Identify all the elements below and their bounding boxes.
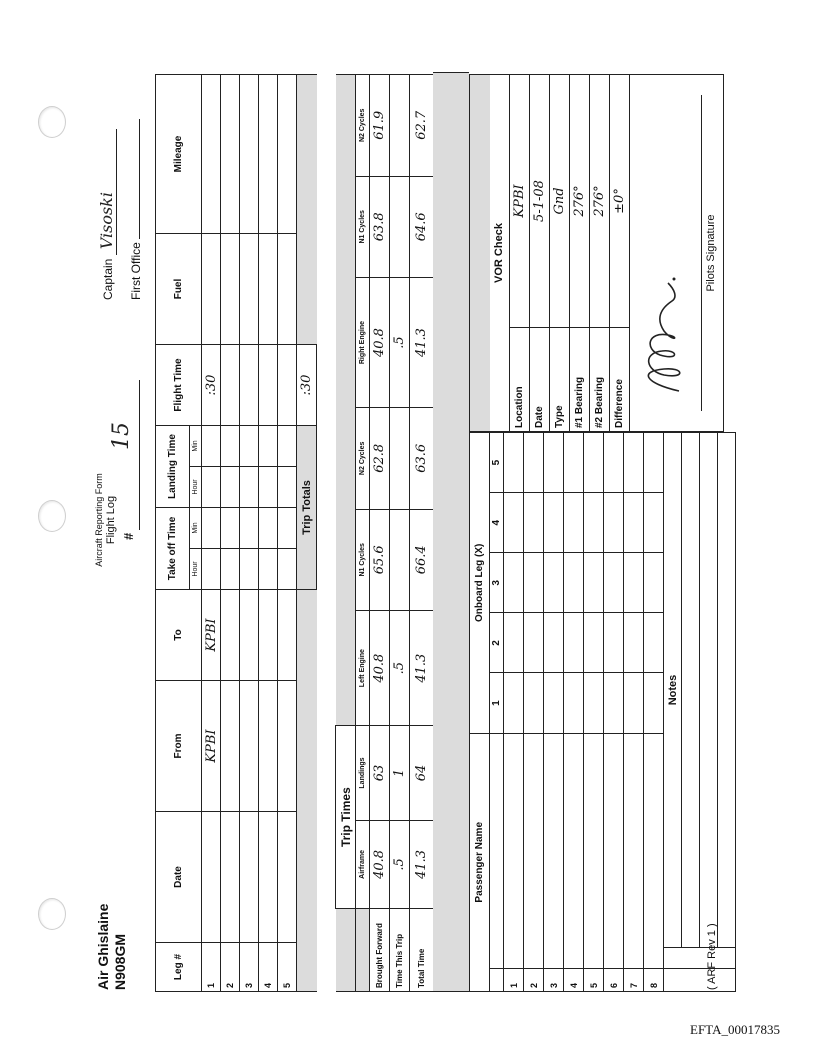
fuel-cell[interactable] [240,234,259,345]
punch-hole-top [38,106,66,138]
passenger-row[interactable] [524,433,544,992]
from-header: From [156,681,202,812]
passenger-number: 8 [644,969,664,992]
passenger-row[interactable] [564,433,584,992]
to-cell[interactable] [221,590,240,681]
takeoff-min-header: Min [190,508,202,549]
vor-check-title: VOR Check [490,75,510,432]
captain-value: Visoski [97,129,117,255]
fuel-header: Fuel [156,234,202,345]
form-number-label: # [121,532,136,540]
airframe-cell[interactable]: .5 [390,820,410,908]
pilots-signature-label: Pilots Signature [701,95,717,411]
takeoff-hour-cell[interactable] [202,549,221,590]
flight-time-cell[interactable] [240,345,259,426]
trip-times-table [335,74,434,992]
passenger-row[interactable] [604,433,624,992]
landings-cell[interactable]: 63 [370,726,390,821]
leg-number: 1 [202,943,221,992]
right-engine-cell[interactable]: 41.3 [410,278,434,408]
landing-hour-cell[interactable] [221,467,240,508]
passenger-name-header: Passenger Name [470,733,490,991]
right-n1-cell[interactable]: 64.6 [410,176,434,277]
passenger-row[interactable] [644,433,664,992]
flight-time-cell[interactable]: :30 [202,345,221,426]
vor-check-table [469,74,724,432]
airline-block [95,904,129,990]
landing-hour-cell[interactable] [202,467,221,508]
bates-number: EFTA_00017835 [690,1022,780,1037]
from-cell[interactable]: KPBI [202,681,221,812]
landing-min-cell[interactable] [278,426,297,467]
tail-number: N908GM [112,933,128,990]
landing-hour-cell[interactable] [278,467,297,508]
revision-label: ( ARF Rev 1 ) [706,923,718,990]
date-cell[interactable] [221,812,240,943]
mileage-cell[interactable] [278,75,297,234]
passenger-row[interactable] [624,433,644,992]
flight-time-cell[interactable] [278,345,297,426]
date-header: Date [156,812,202,943]
log-row-5[interactable] [278,75,297,992]
left-n2-cell[interactable] [390,408,410,509]
left-engine-cell[interactable]: 40.8 [370,611,390,726]
onboard-leg-4: 4 [490,493,504,553]
vor-row-type[interactable] [550,75,570,432]
log-row-1[interactable] [202,75,221,992]
left-n2-cell[interactable]: 63.6 [410,408,434,509]
landing-min-cell[interactable] [221,426,240,467]
trip-totals-label: Trip Totals [297,426,317,590]
vor-value[interactable]: KPBI [510,75,530,328]
punch-hole-bottom [38,898,66,930]
time-this-trip-row[interactable] [390,75,410,992]
right-n2-cell[interactable] [390,75,410,177]
onboard-leg-1: 1 [490,673,504,733]
flight-time-header: Flight Time [156,345,202,426]
notes-line[interactable] [718,433,736,948]
right-engine-cell[interactable]: 40.8 [370,278,390,408]
first-officer-line [125,119,140,239]
landings-cell[interactable]: 64 [410,726,434,821]
takeoff-min-cell[interactable] [221,508,240,549]
date-cell[interactable] [240,812,259,943]
passenger-row[interactable] [584,433,604,992]
leg-number: 3 [240,943,259,992]
notes-line[interactable] [682,433,700,948]
right-n1-cell[interactable]: 63.8 [370,176,390,277]
passenger-name-cell[interactable] [504,733,524,969]
vor-row-bearing-1[interactable] [570,75,590,432]
date-cell[interactable] [202,812,221,943]
form-subtitle: Flight Log [105,495,117,545]
passenger-number: 1 [504,969,524,992]
leg-numbers-row [490,433,504,992]
passenger-table [469,432,664,992]
from-cell[interactable] [259,681,278,812]
from-cell[interactable] [278,681,297,812]
trip-times-header-row [356,75,370,992]
pilot-signature-icon [634,271,694,401]
date-cell[interactable] [278,812,297,943]
passenger-name-cell[interactable] [564,733,584,969]
passenger-number: 6 [604,969,624,992]
passenger-row[interactable] [544,433,564,992]
airline-name: Air Ghislaine [95,903,111,990]
passenger-row[interactable] [504,433,524,992]
row-label: Brought Forward [370,909,390,992]
log-header-row [156,75,190,992]
separator-band [433,72,469,992]
landing-min-header: Min [190,426,202,467]
left-n1-cell[interactable] [390,509,410,610]
airframe-header: Airframe [356,820,370,908]
mileage-cell[interactable] [240,75,259,234]
landing-min-cell[interactable] [202,426,221,467]
passenger-number: 3 [544,969,564,992]
right-n2-header: N2 Cycles [356,75,370,177]
first-officer-label: First Office [129,242,143,300]
captain-label: Captain [101,258,115,300]
onboard-leg-header: Onboard Leg (X) [470,433,490,734]
right-n1-cell[interactable] [390,176,410,277]
from-cell[interactable] [240,681,259,812]
notes-table [663,432,736,992]
landing-hour-cell[interactable] [240,467,259,508]
mileage-cell[interactable] [259,75,278,234]
landing-min-cell[interactable] [240,426,259,467]
notes-label: Notes [664,433,682,948]
passenger-header-row [470,433,490,992]
vor-row-difference[interactable] [610,75,630,432]
right-n2-cell[interactable]: 62.7 [410,75,434,177]
to-cell[interactable]: KPBI [202,590,221,681]
vor-label: #2 Bearing [590,328,610,432]
landing-min-cell[interactable] [259,426,278,467]
mileage-header: Mileage [156,75,202,234]
landing-hour-cell[interactable] [259,467,278,508]
vor-row-location[interactable] [510,75,530,432]
row-label: Time This Trip [390,909,410,992]
takeoff-header: Take off Time [156,508,190,590]
date-cell[interactable] [259,812,278,943]
flight-time-cell[interactable] [221,345,240,426]
row-label: Total Time [410,909,434,992]
takeoff-hour-cell[interactable] [240,549,259,590]
signature-area[interactable] [630,75,724,432]
vor-value[interactable]: Gnd [550,75,570,328]
left-engine-cell[interactable]: .5 [390,611,410,726]
leg-number: 5 [278,943,297,992]
form-title-block [93,420,117,620]
onboard-leg-2: 2 [490,613,504,673]
vor-value[interactable]: ±0° [610,75,630,328]
log-row-3[interactable] [240,75,259,992]
flight-time-cell[interactable] [259,345,278,426]
passenger-name-cell[interactable] [624,733,644,969]
log-row-2[interactable] [221,75,240,992]
vor-label: Location [510,328,530,432]
to-cell[interactable] [259,590,278,681]
left-engine-header: Left Engine [356,611,370,726]
left-engine-cell[interactable]: 41.3 [410,611,434,726]
takeoff-min-cell[interactable] [240,508,259,549]
to-header: To [156,590,202,681]
vor-row-bearing-2[interactable] [590,75,610,432]
right-engine-cell[interactable]: .5 [390,278,410,408]
landing-hour-header: Hour [190,467,202,508]
fuel-cell[interactable] [278,234,297,345]
takeoff-hour-cell[interactable] [278,549,297,590]
takeoff-min-cell[interactable] [259,508,278,549]
mileage-cell[interactable] [221,75,240,234]
right-n1-header: N1 Cycles [356,176,370,277]
trip-totals-row [297,75,317,992]
fuel-cell[interactable] [202,234,221,345]
log-row-4[interactable] [259,75,278,992]
landings-header: Landings [356,726,370,821]
total-time-row[interactable] [410,75,434,992]
left-n1-header: N1 Cycles [356,509,370,610]
trip-times-title: Trip Times [336,726,356,909]
leg-header: Leg # [156,943,202,992]
leg-number: 4 [259,943,278,992]
passenger-name-cell[interactable] [644,733,664,969]
landings-cell[interactable]: 1 [390,726,410,821]
landing-header: Landing Time [156,426,190,508]
form-title: Aircraft Reporting Form [94,473,104,567]
right-n2-cell[interactable]: 61.9 [370,75,390,177]
brought-forward-row[interactable] [370,75,390,992]
flight-log-table [155,74,317,992]
left-n1-cell[interactable]: 66.4 [410,509,434,610]
flight-log-sheet [75,60,733,1000]
passenger-name-cell[interactable] [604,733,624,969]
leg-number: 2 [221,943,240,992]
passenger-number: 2 [524,969,544,992]
airframe-cell[interactable]: 40.8 [370,820,390,908]
left-n2-header: N2 Cycles [356,408,370,509]
passenger-number: 5 [584,969,604,992]
passenger-name-cell[interactable] [584,733,604,969]
takeoff-min-cell[interactable] [278,508,297,549]
vor-label: Type [550,328,570,432]
to-cell[interactable] [240,590,259,681]
passenger-name-cell[interactable] [544,733,564,969]
mileage-cell[interactable] [202,75,221,234]
first-officer-field[interactable] [125,119,143,300]
notes-line[interactable] [700,433,718,948]
vor-label: Difference [610,328,630,432]
onboard-leg-5: 5 [490,433,504,493]
punch-hole-middle [38,500,66,532]
form-number-value: 15 [109,422,134,450]
vor-value[interactable]: 276° [590,75,610,328]
right-engine-header: Right Engine [356,278,370,408]
vor-value[interactable]: 5-1-08 [530,75,550,328]
onboard-leg-3: 3 [490,553,504,613]
passenger-number: 7 [624,969,644,992]
from-cell[interactable] [221,681,240,812]
takeoff-min-cell[interactable] [202,508,221,549]
left-n2-cell[interactable]: 62.8 [370,408,390,509]
passenger-number: 4 [564,969,584,992]
vor-row-date[interactable] [530,75,550,432]
fuel-cell[interactable] [259,234,278,345]
airframe-cell[interactable]: 41.3 [410,820,434,908]
takeoff-hour-header: Hour [190,549,202,590]
takeoff-hour-cell[interactable] [259,549,278,590]
left-n1-cell[interactable]: 65.6 [370,509,390,610]
fuel-cell[interactable] [221,234,240,345]
vor-label: #1 Bearing [570,328,590,432]
trip-totals-value[interactable]: :30 [297,345,317,426]
to-cell[interactable] [278,590,297,681]
passenger-name-cell[interactable] [524,733,544,969]
captain-field[interactable] [97,129,117,300]
vor-value[interactable]: 276° [570,75,590,328]
vor-label: Date [530,328,550,432]
takeoff-hour-cell[interactable] [221,549,240,590]
